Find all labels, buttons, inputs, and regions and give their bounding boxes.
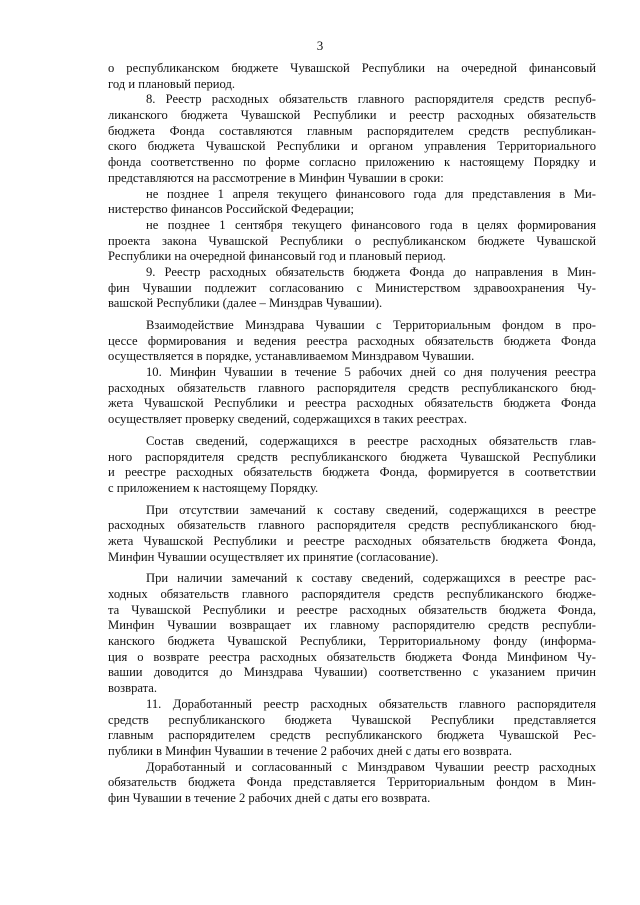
text-line: год и плановый период. (108, 76, 236, 91)
paragraph-8-start: 8. Реестр расходных обязательств главного распорядителя средств респуб- (146, 92, 596, 107)
text-line: вашской Республики (далее – Минздрав Чувашии). (108, 296, 383, 311)
text-line: обязательств бюджета Фонда представляется Территориальным фондом в Мин- (108, 775, 596, 790)
paragraph-11-start: 11. Доработанный реестр расходных обязательств главного распорядителя (146, 696, 596, 711)
text-line: фонда соответственно по форме согласно приложению к настоящему Порядку и (108, 155, 596, 170)
text-line: представляются на рассмотрение в Минфин Чувашии в сроки: (108, 170, 444, 185)
paragraph-start: Состав сведений, содержащихся в реестре расходных обязательств глав- (146, 433, 596, 448)
text-line: главным распорядителем средств республиканского бюджета Чувашской Рес- (108, 728, 596, 743)
paragraph-start: При отсутствии замечаний к составу сведений, содержащихся в реестре (146, 502, 596, 517)
text-line: фин Чувашии в течение 2 рабочих дней с даты его возврата. (108, 790, 431, 805)
paragraph-start: При наличии замечаний к составу сведений, содержащихся в реестре рас- (146, 571, 596, 586)
text-line: возврата. (108, 681, 158, 696)
text-line: Республики на очередной финансовый год и плановый период. (108, 249, 446, 264)
text-line: осуществляет проверку сведений, содержащихся в таких реестрах. (108, 412, 468, 427)
text-line: жета Чувашской Республики и реестре расходных обязательств бюджета Фонда, (108, 533, 596, 548)
text-line: публики в Минфин Чувашии в течение 2 рабочих дней с даты его возврата. (108, 743, 513, 758)
text-line: бюджета Фонда составляются главным распорядителем средств республикан- (108, 123, 596, 138)
page-number: 3 (316, 38, 324, 53)
paragraph-9-start: 9. Реестр расходных обязательств бюджета Фонда до направления в Мин- (146, 264, 596, 279)
text-line: расходных обязательств главного распорядителя средств республиканского бюд- (108, 380, 596, 395)
text-line: цессе формирования и ведения реестра расходных обязательств бюджета Фонда (108, 333, 596, 348)
text-line: осуществляется в порядке, устанавливаемом Минздравом Чувашии. (108, 349, 475, 364)
text-line: фин Чувашии подлежит согласованию с Министерством здравоохранения Чу- (108, 280, 596, 295)
text-line: вашии доводится до Минздрава Чувашии) соответственно с указанием причин (108, 665, 596, 680)
text-line: нистерство финансов Российской Федерации; (108, 202, 354, 217)
text-line: канского бюджета Чувашской Республики, Территориальному фонду (информа- (108, 634, 596, 649)
text-line: та Чувашской Республики и реестре расходных обязательств бюджета Фонда, (108, 602, 596, 617)
text-line: ного распорядителя средств республиканского бюджета Чувашской Республики (108, 449, 596, 464)
text-line: ского бюджета Чувашской Республики и органом управления Территориального (108, 139, 596, 154)
deadline-item-2: не позднее 1 сентября текущего финансового года в целях формирования (146, 217, 596, 232)
paragraph-start: Доработанный и согласованный с Минздравом Чувашии реестр расходных (146, 759, 596, 774)
text-line: и реестре расходных обязательств бюджета Фонда, формируется в соответствии (108, 465, 596, 480)
text-line: о республиканском бюджете Чувашской Республики на очередной финансовый (108, 61, 596, 75)
text-line: проекта закона Чувашской Республики о республиканском бюджете Чувашской (108, 233, 596, 248)
text-line: ция о возврате реестра расходных обязательств бюджета Фонда Минфином Чу- (108, 649, 596, 664)
text-line: средств республиканского бюджета Чувашской Республики представляется (108, 712, 596, 727)
text-line: Минфин Чувашии возвращает их главному распорядителю средств республи- (108, 618, 596, 633)
deadline-item-1: не позднее 1 апреля текущего финансового года для представления в Ми- (146, 186, 596, 201)
text-line: Минфин Чувашии осуществляет их принятие (согласование). (108, 549, 439, 564)
text-line: расходных обязательств главного распорядителя средств республиканского бюд- (108, 518, 596, 533)
text-line: ликанского бюджета Чувашской Республики и реестр расходных обязательств (108, 108, 596, 123)
text-line: жета Чувашской Республики и реестра расходных обязательств бюджета Фонда (108, 396, 596, 411)
paragraph-10-start: 10. Минфин Чувашии в течение 5 рабочих дней со дня получения реестра (146, 365, 596, 380)
text-line: ходных обязательств главного распорядителя средств республиканского бюдже- (108, 587, 596, 601)
paragraph-start: Взаимодействие Минздрава Чувашии с Территориальным фондом в про- (146, 318, 596, 332)
text-line: с приложением к настоящему Порядку. (108, 480, 319, 495)
document-body (108, 61, 596, 807)
